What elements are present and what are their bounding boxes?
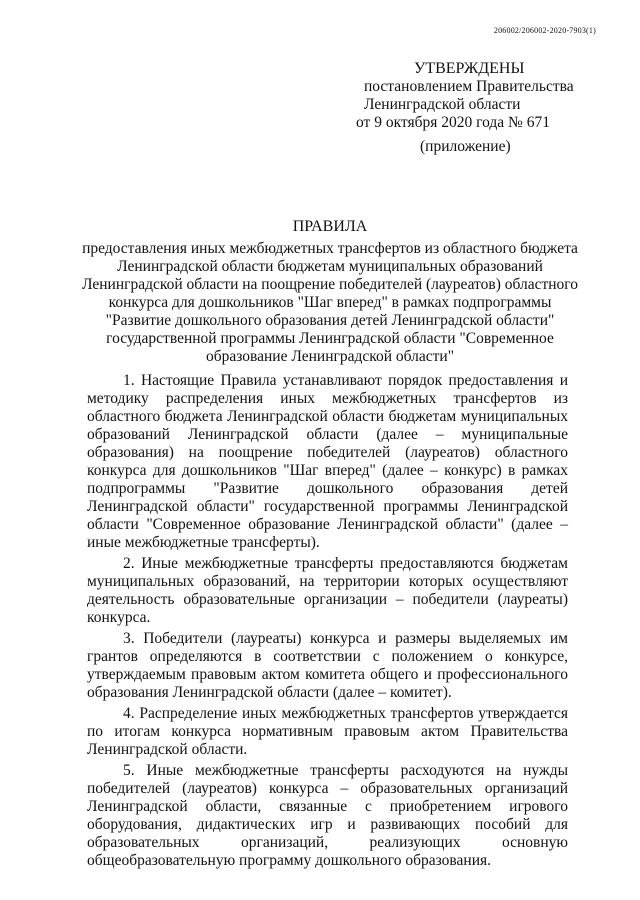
document-id: 206002/206002-2020-7903(1) bbox=[493, 26, 596, 35]
paragraph-1: 1. Настоящие Правила устанавливают порядок предоставления и методику распределения иных межбюджетных трансфертов из областного бюджета Ленинградской области бюджетам муниципальных образований Ленинградской области (далее – муниципальные образования) на поощрение победителей (лауреатов) областного конкурса для дошкольников "Шаг вперед" (далее – конкурс) в рамках подпрограммы "Развитие дошкольного образования детей Ленинградской области" государственной программы Ленинградской области "Современное образование Ленинградской области" (далее – иные межбюджетные трансферты). bbox=[87, 372, 568, 551]
approval-line: от 9 октября 2020 года № 671 bbox=[356, 114, 550, 131]
approval-line: (приложение) bbox=[420, 138, 511, 155]
document-heading bbox=[80, 218, 580, 366]
approval-line: постановлением Правительства bbox=[364, 78, 574, 95]
document-body bbox=[87, 372, 568, 873]
approval-line: Ленинградской области bbox=[364, 96, 521, 113]
paragraph-4: 4. Распределение иных межбюджетных трансфертов утверждается по итогам конкурса нормативным правовым актом Правительства Ленинградской области. bbox=[87, 705, 568, 758]
document-subtitle: предоставления иных межбюджетных трансфертов из областного бюджета Ленинградской области бюджетам муниципальных образований Ленинградской области на поощрение победителей (лауреатов) областного конкурса для дошкольников "Шаг вперед" в рамках подпрограммы "Развитие дошкольного образования детей Ленинградской области" государственной программы Ленинградской области "Современное образование Ленинградской области" bbox=[81, 240, 579, 365]
approval-stamp bbox=[356, 60, 596, 156]
document-title: ПРАВИЛА bbox=[292, 218, 368, 235]
paragraph-2: 2. Иные межбюджетные трансферты предоставляются бюджетам муниципальных образований, на территории которых осуществляют деятельность образовательные организации – победители (лауреаты) конкурса. bbox=[87, 555, 568, 626]
approval-title: УТВЕРЖДЕНЫ bbox=[414, 60, 525, 77]
paragraph-5: 5. Иные межбюджетные трансферты расходуются на нужды победителей (лауреатов) конкурса – образовательных организаций Ленинградской области, связанные с приобретением игрового оборудования, дидактических игр и развивающих пособий для образовательных организаций, реализующих основную общеобразовательную программу дошкольного образования. bbox=[87, 762, 568, 869]
paragraph-3: 3. Победители (лауреаты) конкурса и размеры выделяемых им грантов определяются в соответствии с положением о конкурсе, утверждаемым правовым актом комитета общего и профессионального образования Ленинградской области (далее – комитет). bbox=[87, 630, 568, 701]
